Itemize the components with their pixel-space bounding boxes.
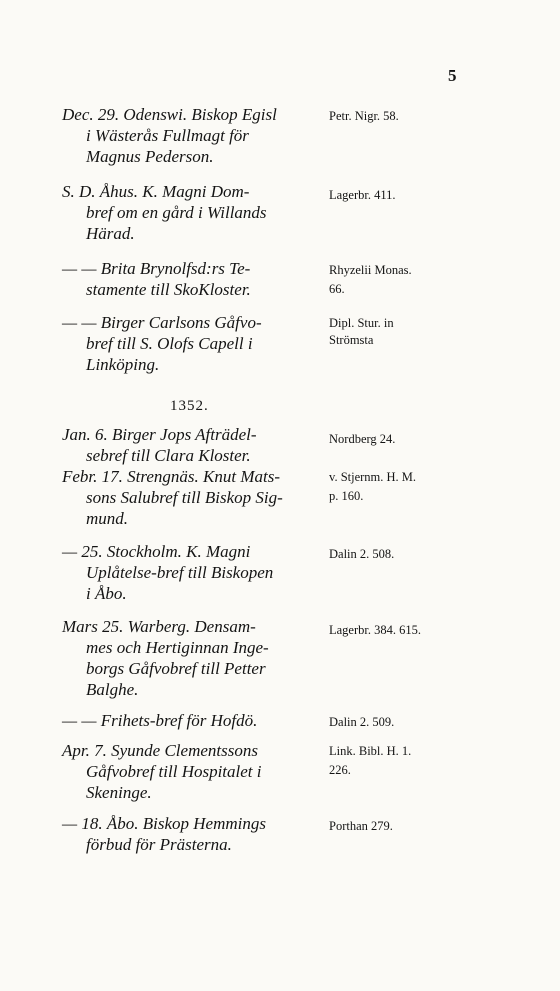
entry-reference xyxy=(329,430,554,449)
entry-line: sebref till Clara Kloster. xyxy=(86,446,251,465)
reference-line: Strömsta xyxy=(329,333,374,347)
entry-line: S. D. Åhus. K. Magni Dom- xyxy=(62,182,250,201)
reference-line: Dalin 2. 509. xyxy=(329,715,395,729)
entry-line: Härad. xyxy=(86,224,135,243)
entry-line: Jan. 6. Birger Jops Afträdel- xyxy=(62,425,257,444)
entry-line: Balghe. xyxy=(86,680,139,699)
entry-line: mund. xyxy=(86,509,129,528)
entry-line: — — Brita Brynolfsd:rs Te- xyxy=(62,259,251,278)
entry-line: Mars 25. Warberg. Densam- xyxy=(62,617,256,636)
entry-reference xyxy=(329,468,554,506)
reference-line: Lagerbr. 384. 615. xyxy=(329,623,421,637)
entry-reference xyxy=(329,314,554,347)
entry-line: Febr. 17. Strengnäs. Knut Mats- xyxy=(62,467,281,486)
entry-line: mes och Hertiginnan Inge- xyxy=(86,638,269,657)
entry-line: Dec. 29. Odenswi. Biskop Egisl xyxy=(62,105,277,124)
entry-reference xyxy=(329,742,554,780)
reference-line: 226. xyxy=(329,763,351,777)
reference-line: Link. Bibl. H. 1. xyxy=(329,744,412,758)
reference-line: Dipl. Stur. in xyxy=(329,316,394,330)
entry-line: bref till S. Olofs Capell i xyxy=(86,334,253,353)
entry-line: Skeninge. xyxy=(86,783,152,802)
reference-line: Nordberg 24. xyxy=(329,432,396,446)
entry-line: — — Frihets-bref för Hofdö. xyxy=(62,711,258,730)
entry-line: Magnus Pederson. xyxy=(86,147,214,166)
entry-line: — — Birger Carlsons Gåfvo- xyxy=(62,313,262,332)
reference-line: Dalin 2. 508. xyxy=(329,547,395,561)
reference-line: Porthan 279. xyxy=(329,819,393,833)
reference-line: Petr. Nigr. 58. xyxy=(329,109,399,123)
reference-line: Lagerbr. 411. xyxy=(329,188,396,202)
entry-reference xyxy=(329,261,554,299)
reference-line: Rhyzelii Monas. xyxy=(329,263,412,277)
entry-line: förbud för Prästerna. xyxy=(86,835,232,854)
entry-reference xyxy=(329,186,554,205)
entry-reference xyxy=(329,107,554,126)
entry-reference xyxy=(329,621,554,640)
entry-line: Linköping. xyxy=(86,355,160,374)
entry-reference xyxy=(329,817,554,836)
entry-line: Uplåtelse-bref till Biskopen xyxy=(86,563,274,582)
reference-line: v. Stjernm. H. M. xyxy=(329,470,417,484)
entry-line: Gåfvobref till Hospitalet i xyxy=(86,762,262,781)
reference-line: 66. xyxy=(329,282,345,296)
entry-line: i Wästerås Fullmagt för xyxy=(86,126,249,145)
entry-line: borgs Gåfvobref till Petter xyxy=(86,659,266,678)
page-number: 5 xyxy=(448,66,457,85)
year-heading: 1352. xyxy=(170,398,209,414)
entry-reference xyxy=(329,713,554,732)
reference-line: p. 160. xyxy=(329,489,364,503)
entry-line: Apr. 7. Syunde Clementssons xyxy=(62,741,258,760)
entry-line: i Åbo. xyxy=(86,584,127,603)
entry-line: sons Salubref till Biskop Sig- xyxy=(86,488,283,507)
entry-line: stamente till SkoKloster. xyxy=(86,280,251,299)
entry-line: bref om en gård i Willands xyxy=(86,203,267,222)
entry-line: — 18. Åbo. Biskop Hemmings xyxy=(62,814,266,833)
entry-reference xyxy=(329,545,554,564)
entry-line: — 25. Stockholm. K. Magni xyxy=(62,542,251,561)
